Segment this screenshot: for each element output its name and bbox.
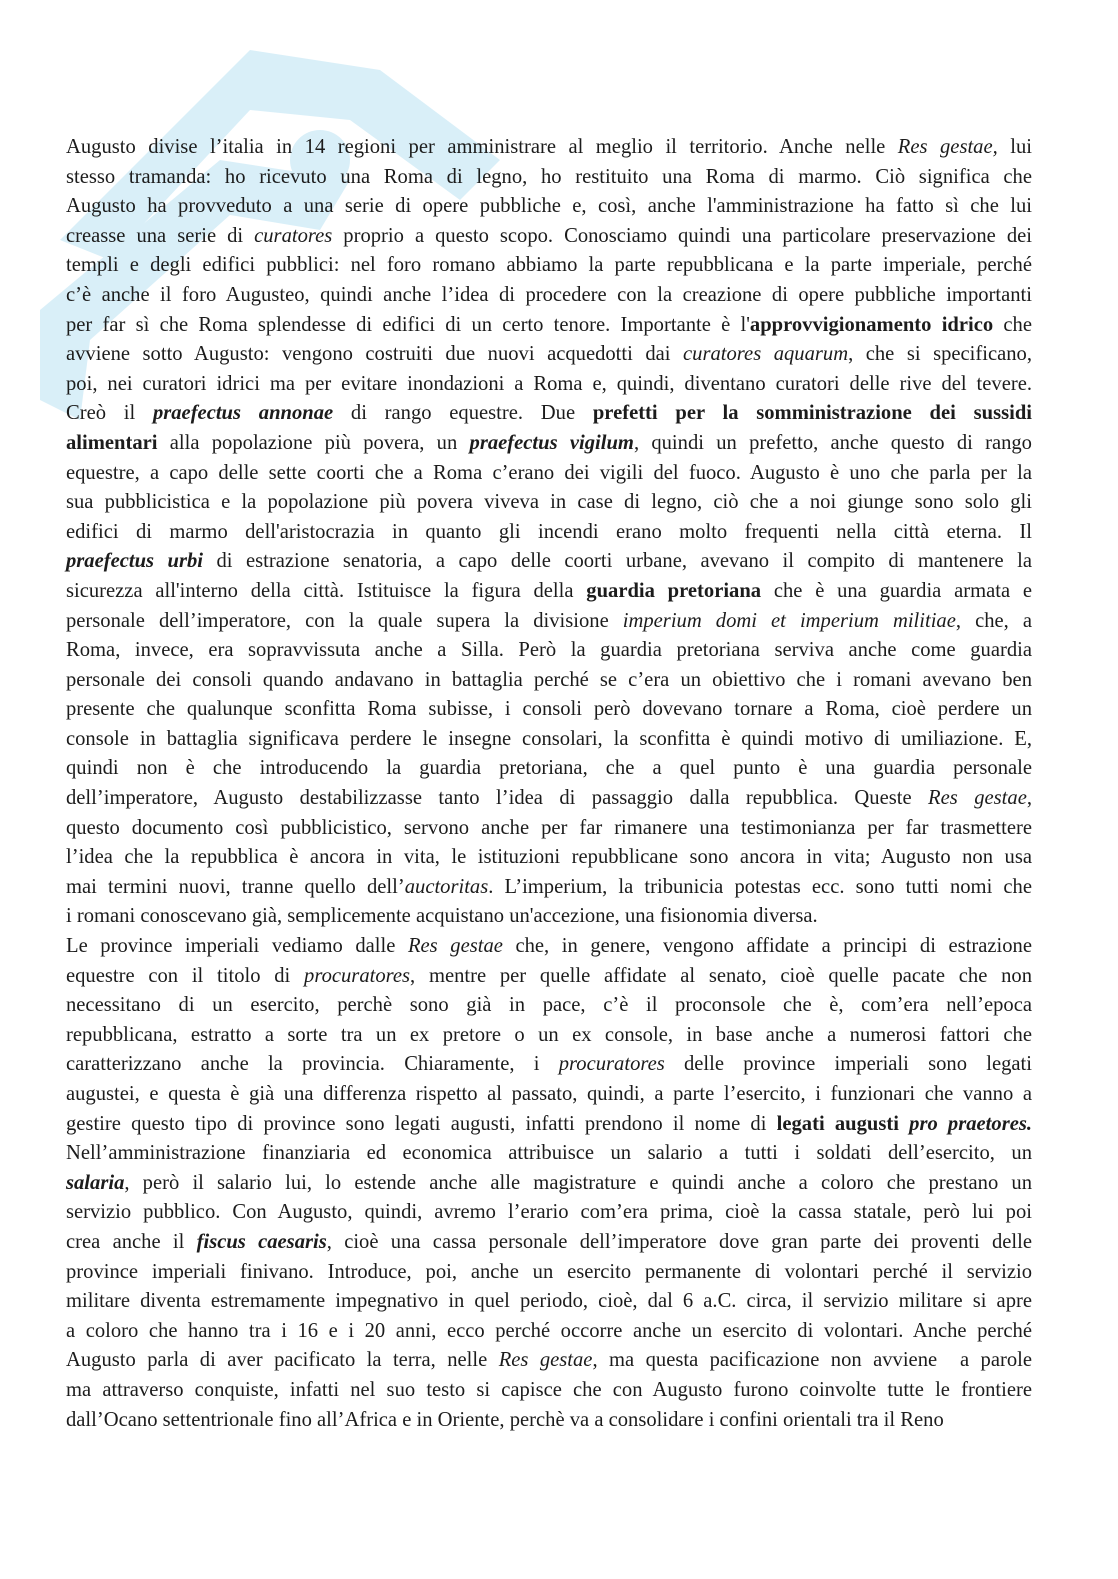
text-run: templi e degli edifici pubblici: nel foro romano abbiamo la parte repubblicana e la parte imperiale, perché: [66, 254, 1032, 277]
text-line: [66, 251, 1032, 281]
text-run: edifici di marmo dell'aristocrazia in quanto gli incendi erano molto frequenti nella città eterna. Il: [66, 520, 1032, 543]
text-line: [66, 311, 1032, 341]
text-line: [66, 784, 1032, 814]
text-run: , cioè una cassa personale dell’imperatore dove gran parte dei proventi delle: [326, 1230, 1032, 1253]
text-run: guardia pretoriana: [586, 579, 762, 602]
text-run: militare diventa estremamente impegnativo in quel periodo, cioè, dal 6 a.C. circa, il servizio militare si apre: [66, 1290, 1032, 1313]
text-run: proprio a questo scopo. Conosciamo quindi una particolare preservazione dei: [332, 224, 1032, 247]
text-run: lui: [997, 136, 1032, 158]
text-run: , quindi un prefetto, anche questo di rango: [633, 431, 1032, 454]
text-line: [66, 1287, 1032, 1317]
text-line: [66, 133, 1032, 163]
text-run: per far sì che Roma splendesse di edifici di un certo tenore. Importante è l': [66, 313, 750, 336]
text-run: , che si specificano,: [848, 343, 1032, 366]
text-run: [899, 1113, 909, 1135]
text-run: di estrazione senatoria, a capo delle coorti urbane, avevano il compito di mantenere la: [203, 550, 1032, 573]
text-run: Creò il: [66, 402, 153, 425]
text-run: imperium domi et imperium militiae: [622, 609, 956, 632]
text-run: Res gestae,: [897, 136, 998, 158]
text-run: praefectus urbi: [66, 550, 204, 573]
text-line: [66, 222, 1032, 252]
text-run: c’è anche il foro Augusteo, quindi anche l’idea di procedere con la creazione di opere pubbliche importanti: [66, 283, 1032, 306]
text-run: alimentari: [66, 431, 158, 454]
text-run: ma attraverso conquiste, infatti nel suo testo si capisce che con Augusto furono coinvolte tutte le frontiere: [66, 1378, 1032, 1401]
text-run: praefectus vigilum: [469, 431, 634, 454]
text-run: fiscus caesaris: [196, 1230, 327, 1253]
text-run: creasse una serie di: [66, 224, 255, 247]
text-line: [66, 1376, 1032, 1406]
text-line: [66, 459, 1032, 489]
text-line: [66, 577, 1032, 607]
text-run: dell’imperatore, Augusto destabilizzasse tanto l’idea di passaggio dalla repubblica. Queste: [66, 787, 929, 810]
text-line: [66, 932, 1032, 962]
text-line: [66, 636, 1032, 666]
text-run: che è una guardia armata e: [761, 579, 1032, 602]
text-run: personale dei consoli quando andavano in battaglia perché se c’era un obiettivo che i romani avevano ben: [66, 668, 1032, 691]
text-run: quindi non è che introducendo la guardia pretoriana, che a quel punto è una guardia personale: [66, 757, 1032, 780]
text-run: i romani conoscevano già, semplicemente acquistano un'accezione, una fisionomia diversa.: [66, 905, 818, 928]
text-line: [66, 192, 1032, 222]
text-run: mai termini nuovi, tranne quello dell’: [66, 875, 405, 898]
text-run: presente che qualunque sconfitta Roma subisse, i consoli però dovevano tornare a Roma, cioè perdere un: [66, 698, 1032, 721]
text-line: [66, 429, 1032, 459]
text-line: [66, 281, 1032, 311]
text-run: che: [993, 313, 1032, 336]
text-run: , però il salario lui, lo estende anche alle magistrature e quindi anche a coloro che prestano un: [124, 1171, 1032, 1194]
text-line: [66, 1198, 1032, 1228]
text-run: Res gestae: [498, 1349, 593, 1372]
text-line: [66, 370, 1032, 400]
text-run: legati augusti: [776, 1112, 899, 1135]
text-line: [66, 754, 1032, 784]
text-line: [66, 695, 1032, 725]
text-line: [66, 1050, 1032, 1080]
text-run: Roma, invece, era sopravvissuta anche a Silla. Però la guardia pretoriana serviva anche come guardia: [66, 639, 1032, 662]
text-run: Augusto parla di aver pacificato la terra, nelle: [66, 1349, 499, 1372]
text-run: personale dell’imperatore, con la quale supera la divisione: [66, 609, 623, 632]
text-run: prefetti per la somministrazione dei sussidi: [592, 402, 1032, 425]
text-run: procuratores: [558, 1053, 665, 1076]
text-run: equestre con il titolo di: [66, 964, 305, 987]
text-run: avviene sotto Augusto: vengono costruiti due nuovi acquedotti dai: [66, 343, 684, 366]
text-run: Nell’amministrazione finanziaria ed economica attribuisce un salario a tutti i soldati dell’esercito, un: [66, 1142, 1032, 1165]
text-run: console in battaglia significava perdere le insegne consolari, la sconfitta è quindi motivo di umiliazione. E,: [66, 727, 1032, 750]
paragraph: [66, 133, 1032, 932]
text-line: [66, 1021, 1032, 1051]
text-run: auctoritas: [404, 875, 489, 898]
text-line: [66, 843, 1032, 873]
text-line: [66, 607, 1032, 637]
text-line: [66, 1346, 1032, 1376]
text-run: Res gestae: [407, 935, 503, 958]
text-run: pro praetores.: [909, 1112, 1033, 1135]
text-line: [66, 902, 1032, 932]
text-line: [66, 340, 1032, 370]
text-run: salaria: [66, 1171, 125, 1194]
text-run: praefectus annonae: [152, 402, 334, 425]
text-run: poi, nei curatori idrici ma per evitare inondazioni a Roma e, quindi, diventano curatori delle rive del tevere.: [66, 372, 1032, 395]
text-line: [66, 1110, 1032, 1140]
text-line: [66, 666, 1032, 696]
text-run: curatores: [254, 224, 333, 247]
text-line: [66, 1258, 1032, 1288]
text-run: servizio pubblico. Con Augusto, quindi, avremo l’erario com’era prima, cioè la cassa statale, però lui poi: [66, 1201, 1032, 1224]
text-run: necessitano di un esercito, perchè sono già in pace, c’è il proconsole che è, com’era nell’epoca: [66, 994, 1032, 1017]
text-run: l’idea che la repubblica è ancora in vita, le istituzioni repubblicane sono ancora in vita; Augusto non usa: [66, 846, 1032, 869]
text-run: approvvigionamento idrico: [749, 313, 994, 336]
text-line: [66, 1228, 1032, 1258]
text-run: crea anche il: [66, 1230, 197, 1253]
text-run: augustei, e questa è già una differenza rispetto al passato, quindi, a parte l’esercito, i funzionari che vanno a: [66, 1083, 1032, 1105]
text-run: , che, a: [955, 609, 1033, 632]
text-run: caratterizzano anche la provincia. Chiaramente, i: [66, 1053, 559, 1076]
text-run: ,: [1026, 787, 1032, 810]
text-run: Augusto ha provveduto a una serie di opere pubbliche e, così, anche l'amministrazione ha fatto sì che lui: [66, 195, 1032, 218]
text-run: sua pubblicistica e la popolazione più povera viveva in case di legno, ciò che a noi giunge sono solo gli: [66, 491, 1032, 514]
text-run: a coloro che hanno tra i 16 e i 20 anni, ecco perché occorre anche un esercito di volontari. Anche perché: [66, 1319, 1032, 1342]
text-run: curatores aquarum: [683, 343, 849, 366]
text-line: [66, 1139, 1032, 1169]
text-line: [66, 399, 1032, 429]
text-line: [66, 725, 1032, 755]
text-line: [66, 488, 1032, 518]
text-line: [66, 547, 1032, 577]
text-line: [66, 1080, 1032, 1110]
text-run: equestre, a capo delle sette coorti che a Roma c’erano dei vigili del fuoco. Augusto è uno che parla per la: [66, 461, 1032, 484]
text-line: [66, 1169, 1032, 1199]
text-run: repubblicana, estratto a sorte tra un ex pretore o un ex console, in base anche a numerosi fattori che: [66, 1023, 1032, 1046]
text-run: dall’Ocano settentrionale fino all’Africa e in Oriente, perchè va a consolidare i confini orientali tra il Reno: [66, 1408, 944, 1431]
text-run: che, in genere, vengono affidate a principi di estrazione: [502, 935, 1032, 958]
text-line: [66, 991, 1032, 1021]
text-run: , mentre per quelle affidate al senato, cioè quelle pacate che non: [410, 964, 1032, 987]
text-run: , ma questa pacificazione non avviene a parole: [592, 1349, 1032, 1372]
text-run: Augusto divise l’italia in 14 regioni per amministrare al meglio il territorio. Anche nelle: [66, 136, 898, 158]
text-line: [66, 1317, 1032, 1347]
text-line: [66, 873, 1032, 903]
text-run: Le province imperiali vediamo dalle: [66, 935, 408, 958]
text-run: alla popolazione più povera, un: [157, 431, 470, 454]
text-line: [66, 962, 1032, 992]
document-body: [66, 133, 1032, 1435]
paragraph: [66, 932, 1032, 1435]
text-run: province imperiali finivano. Introduce, poi, anche un esercito permanente di volontari perché il servizio: [66, 1260, 1032, 1283]
text-run: delle province imperiali sono legati: [664, 1053, 1032, 1076]
text-run: sicurezza all'interno della città. Istituisce la figura della: [66, 579, 587, 602]
text-line: [66, 518, 1032, 548]
text-run: . L’imperium, la tribunicia potestas ecc. sono tutti nomi che: [488, 875, 1032, 898]
text-line: [66, 814, 1032, 844]
text-run: questo documento così pubblicistico, servono anche per far rimanere una testimonianza per far trasmettere: [66, 816, 1032, 839]
text-line: [66, 1406, 1032, 1436]
text-run: procuratores: [304, 964, 411, 987]
text-run: di rango equestre. Due: [333, 402, 593, 425]
text-line: [66, 163, 1032, 193]
text-run: stesso tramanda: ho ricevuto una Roma di legno, ho restituito una Roma di marmo. Ciò significa che: [66, 165, 1032, 188]
text-run: gestire questo tipo di province sono legati augusti, infatti prendono il nome di: [66, 1112, 777, 1135]
text-run: Res gestae: [928, 787, 1027, 810]
